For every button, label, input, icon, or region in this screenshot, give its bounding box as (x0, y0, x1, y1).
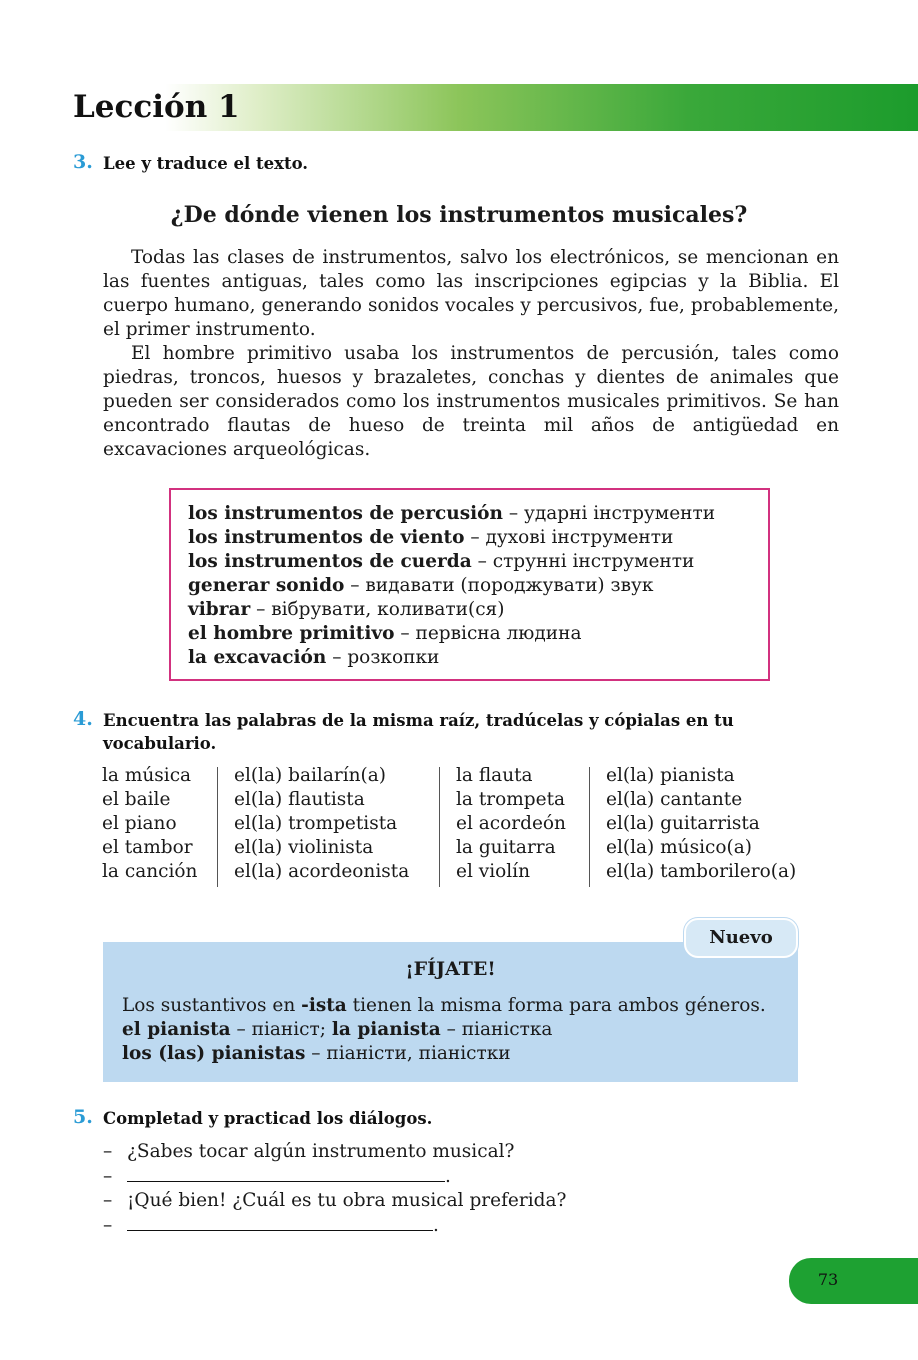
note-text-span: – піаніст; (230, 1019, 332, 1040)
exercise-3-number: 3. (73, 151, 93, 173)
note-text (122, 994, 766, 1066)
answer-blank[interactable] (127, 1164, 445, 1182)
word-item: la trompeta (456, 789, 566, 810)
vocab-translation: – ударні інструменти (502, 503, 716, 524)
exercise-4-number: 4. (73, 708, 93, 730)
page-number: 73 (817, 1270, 839, 1289)
dialog-line (103, 1140, 566, 1164)
vocab-translation: – струнні інструменти (471, 551, 695, 572)
word-item: el(la) pianista (606, 765, 735, 786)
reading-title: ¿De dónde vienen los instrumentos musicales? (170, 202, 748, 228)
vocab-entry (188, 574, 715, 598)
exercise-5-number: 5. (73, 1106, 93, 1128)
vocab-translation: – первісна людина (394, 623, 582, 644)
vocab-entry (188, 646, 715, 670)
vocab-term: los instrumentos de viento (188, 527, 465, 548)
word-item: el acordeón (456, 813, 566, 834)
note-text-span: – піаністи, піаністки (305, 1043, 511, 1064)
vocab-term: la excavación (188, 647, 327, 668)
vocabulary-list (188, 502, 715, 670)
vocab-entry (188, 550, 715, 574)
exercise-3-instruction: Lee y traduce el texto. (103, 154, 309, 173)
note-line-3 (122, 1042, 766, 1066)
word-item: el(la) músico(a) (606, 837, 752, 858)
column-divider (217, 767, 218, 887)
word-item: el violín (456, 861, 530, 882)
dialog-dash: – (103, 1215, 113, 1236)
vocab-entry (188, 526, 715, 550)
vocab-entry (188, 622, 715, 646)
dialog-text: . (445, 1166, 451, 1187)
vocab-translation: – вібрувати, коливати(ся) (250, 599, 505, 620)
vocab-term: generar sonido (188, 575, 345, 596)
word-item: el(la) guitarrista (606, 813, 760, 834)
word-item: el(la) cantante (606, 789, 743, 810)
dialog-lines (103, 1140, 566, 1238)
word-item: el baile (102, 789, 171, 810)
vocab-translation: – розкопки (326, 647, 440, 668)
word-item: la canción (102, 861, 198, 882)
reading-paragraph-1: Todas las clases de instrumentos, salvo los electrónicos, se mencionan en las fuentes antiguas, tales como las inscripciones egipcias y la Biblia. El cuerpo humano, generando sonidos vocales y percusivos, fue, probablemente, el primer instrumento. (103, 247, 839, 340)
word-item: la flauta (456, 765, 533, 786)
word-column-3 (456, 764, 566, 884)
dialog-dash: – (103, 1141, 113, 1162)
dialog-line (103, 1213, 566, 1238)
word-item: el(la) flautista (234, 789, 365, 810)
vocab-term: los instrumentos de percusión (188, 503, 503, 524)
column-divider (439, 767, 440, 887)
dialog-dash: – (103, 1166, 113, 1187)
note-bold-span: -ista (301, 995, 347, 1016)
nuevo-tab: Nuevo (684, 918, 798, 958)
lesson-title: Lección 1 (73, 89, 240, 125)
vocab-term: el hombre primitivo (188, 623, 395, 644)
word-column-2 (234, 764, 409, 884)
word-item: el tambor (102, 837, 193, 858)
word-item: el(la) bailarín(a) (234, 765, 387, 786)
note-line-1 (122, 994, 766, 1018)
note-title: ¡FÍJATE! (405, 958, 496, 980)
dialog-text: ¿Sabes tocar algún instrumento musical? (127, 1141, 515, 1162)
vocab-translation: – видавати (породжувати) звук (344, 575, 654, 596)
note-text-span: Los sustantivos en (122, 995, 302, 1016)
word-item: el(la) trompetista (234, 813, 398, 834)
note-line-2 (122, 1018, 766, 1042)
reading-paragraph-2: El hombre primitivo usaba los instrumentos de percusión, tales como piedras, troncos, huesos y brazaletes, conchas y dientes de animales que pueden ser considerados como los instrumentos musicales primitivos. Se han encontrado flautas de hueso de treinta mil años de antigüedad en excavaciones arqueológicas. (103, 343, 839, 460)
dialog-dash: – (103, 1190, 113, 1211)
word-column-1 (102, 764, 197, 884)
vocab-entry (188, 598, 715, 622)
exercise-4-instruction: Encuentra las palabras de la misma raíz, tradúcelas y cópialas en tu vocabulario. (103, 711, 734, 753)
answer-blank[interactable] (127, 1213, 433, 1231)
word-item: la música (102, 765, 192, 786)
dialog-line (103, 1164, 566, 1189)
dialog-text: ¡Qué bien! ¿Cuál es tu obra musical preferida? (127, 1190, 567, 1211)
note-text-span: tienen la misma forma para ambos géneros. (346, 995, 766, 1016)
exercise-5-instruction: Completad y practicad los diálogos. (103, 1109, 433, 1128)
vocab-translation: – духові інструменти (464, 527, 674, 548)
note-bold-span: los (las) pianistas (122, 1043, 306, 1064)
vocab-entry (188, 502, 715, 526)
word-item: el(la) tamborilero(a) (606, 861, 797, 882)
word-item: el(la) acordeonista (234, 861, 410, 882)
word-item: el(la) violinista (234, 837, 374, 858)
vocab-term: vibrar (188, 599, 251, 620)
note-bold-span: la pianista (331, 1019, 441, 1040)
column-divider (589, 767, 590, 887)
note-bold-span: el pianista (122, 1019, 231, 1040)
word-item: la guitarra (456, 837, 556, 858)
dialog-text: . (433, 1215, 439, 1236)
vocab-term: los instrumentos de cuerda (188, 551, 472, 572)
note-text-span: – піаністка (440, 1019, 553, 1040)
dialog-line (103, 1189, 566, 1213)
word-column-4 (606, 764, 796, 884)
word-item: el piano (102, 813, 177, 834)
